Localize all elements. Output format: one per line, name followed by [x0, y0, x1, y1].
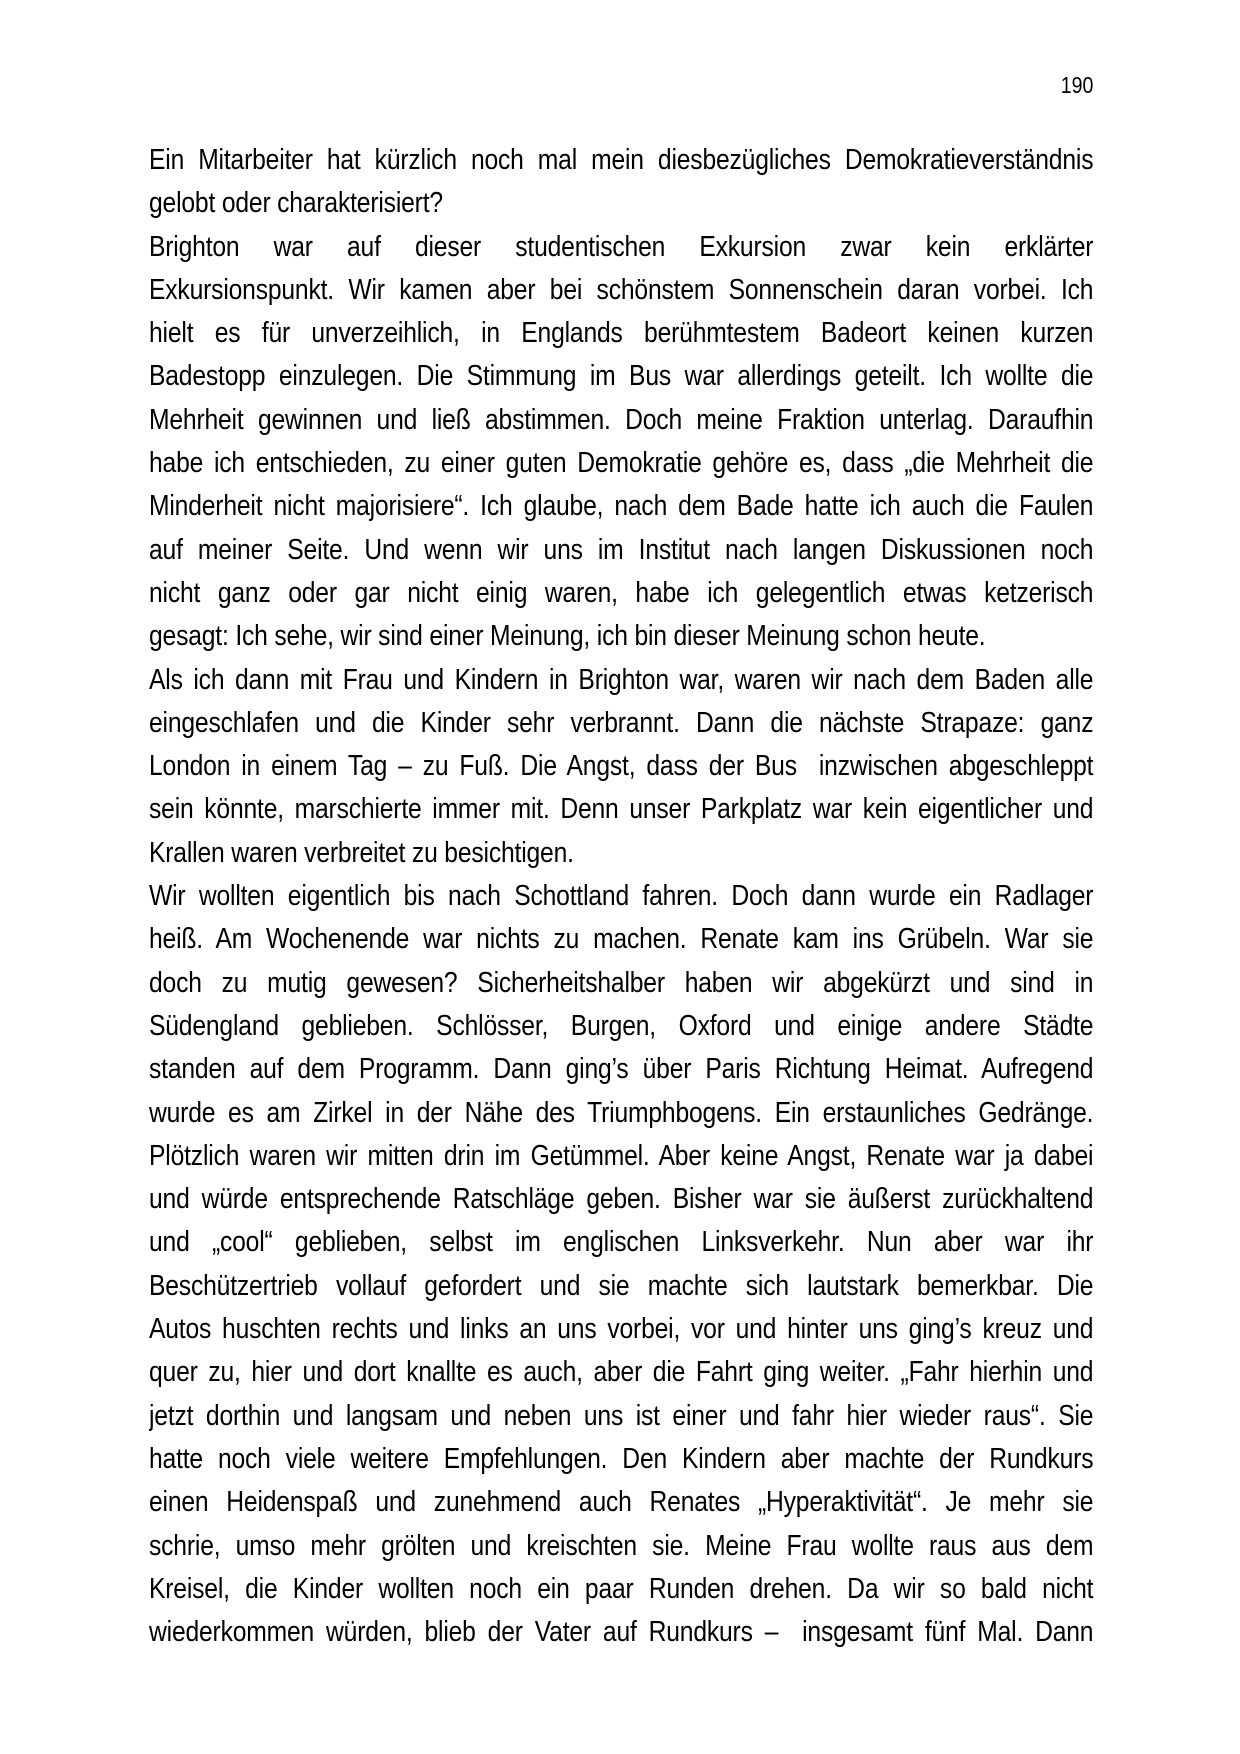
page-number: 190	[1060, 72, 1094, 98]
text-line: Plötzlich waren wir mitten drin im Getümmel. Aber keine Angst, Renate war ja dabei	[149, 1139, 1094, 1172]
text-line: eingeschlafen und die Kinder sehr verbrannt. Dann die nächste Strapaze: ganz	[149, 706, 1094, 739]
text-line: gesagt: Ich sehe, wir sind einer Meinung, ich bin dieser Meinung schon heute.	[149, 620, 986, 653]
text-line: schrie, umso mehr grölten und kreischten sie. Meine Frau wollte raus aus dem	[149, 1529, 1094, 1562]
text-line: Badestopp einzulegen. Die Stimmung im Bus war allerdings geteilt. Ich wollte die	[149, 360, 1094, 393]
text-line: Mehrheit gewinnen und ließ abstimmen. Doch meine Fraktion unterlag. Daraufhin	[149, 403, 1094, 436]
text-line: und würde entsprechende Ratschläge geben. Bisher war sie äußerst zurückhaltend	[149, 1183, 1094, 1216]
text-line: Kreisel, die Kinder wollten noch ein paar Runden drehen. Da wir so bald nicht	[149, 1572, 1094, 1605]
text-line: Wir wollten eigentlich bis nach Schottland fahren. Doch dann wurde ein Radlager	[149, 880, 1094, 913]
paragraph	[149, 659, 1093, 875]
text-line: Brighton war auf dieser studentischen Exkursion zwar kein erklärter	[149, 230, 1094, 263]
text-line: Krallen waren verbreitet zu besichtigen.	[149, 836, 574, 869]
text-line: Südengland geblieben. Schlösser, Burgen, Oxford und einige andere Städte	[149, 1009, 1094, 1042]
paragraph	[149, 226, 1093, 659]
paragraph	[149, 875, 1093, 1654]
text-line: habe ich entschieden, zu einer guten Demokratie gehöre es, dass „die Mehrheit die	[149, 447, 1094, 480]
text-line: hatte noch viele weitere Empfehlungen. Den Kindern aber machte der Rundkurs	[149, 1442, 1094, 1475]
text-line: standen auf dem Programm. Dann ging’s über Paris Richtung Heimat. Aufregend	[149, 1053, 1094, 1086]
page-body	[149, 139, 1093, 1654]
text-line: quer zu, hier und dort knallte es auch, aber die Fahrt ging weiter. „Fahr hierhin und	[149, 1356, 1094, 1389]
text-line: jetzt dorthin und langsam und neben uns ist einer und fahr hier wieder raus“. Sie	[149, 1399, 1094, 1432]
text-line: hielt es für unverzeihlich, in Englands berühmtestem Badeort keinen kurzen	[149, 317, 1094, 350]
text-line: Ein Mitarbeiter hat kürzlich noch mal mein diesbezügliches Demokratieverständnis	[149, 144, 1094, 176]
text-line: wiederkommen würden, blieb der Vater auf Rundkurs – insgesamt fünf Mal. Dann	[149, 1616, 1094, 1649]
text-line: Exkursionspunkt. Wir kamen aber bei schönstem Sonnenschein daran vorbei. Ich	[149, 273, 1094, 306]
text-line: einen Heidenspaß und zunehmend auch Renates „Hyperaktivität“. Je mehr sie	[149, 1486, 1094, 1519]
text-line: gelobt oder charakterisiert?	[149, 187, 443, 220]
text-line: und „cool“ geblieben, selbst im englischen Linksverkehr. Nun aber war ihr	[149, 1226, 1094, 1259]
text-line: London in einem Tag – zu Fuß. Die Angst, dass der Bus inzwischen abgeschleppt	[149, 750, 1094, 783]
text-line: heiß. Am Wochenende war nichts zu machen. Renate kam ins Grübeln. War sie	[149, 923, 1094, 956]
text-line: Autos huschten rechts und links an uns vorbei, vor und hinter uns ging’s kreuz und	[149, 1313, 1094, 1346]
text-line: Als ich dann mit Frau und Kindern in Brighton war, waren wir nach dem Baden alle	[149, 663, 1094, 696]
text-line: wurde es am Zirkel in der Nähe des Triumphbogens. Ein erstaunliches Gedränge.	[149, 1096, 1094, 1129]
text-line: Beschützertrieb vollauf gefordert und sie machte sich lautstark bemerkbar. Die	[149, 1269, 1094, 1302]
paragraph	[149, 139, 1093, 226]
text-line: doch zu mutig gewesen? Sicherheitshalber haben wir abgekürzt und sind in	[149, 966, 1094, 999]
text-line: nicht ganz oder gar nicht einig waren, habe ich gelegentlich etwas ketzerisch	[149, 576, 1094, 609]
text-line: Minderheit nicht majorisiere“. Ich glaube, nach dem Bade hatte ich auch die Faulen	[149, 490, 1094, 523]
text-line: auf meiner Seite. Und wenn wir uns im Institut nach langen Diskussionen noch	[149, 533, 1094, 566]
text-line: sein könnte, marschierte immer mit. Denn unser Parkplatz war kein eigentlicher und	[149, 793, 1094, 826]
